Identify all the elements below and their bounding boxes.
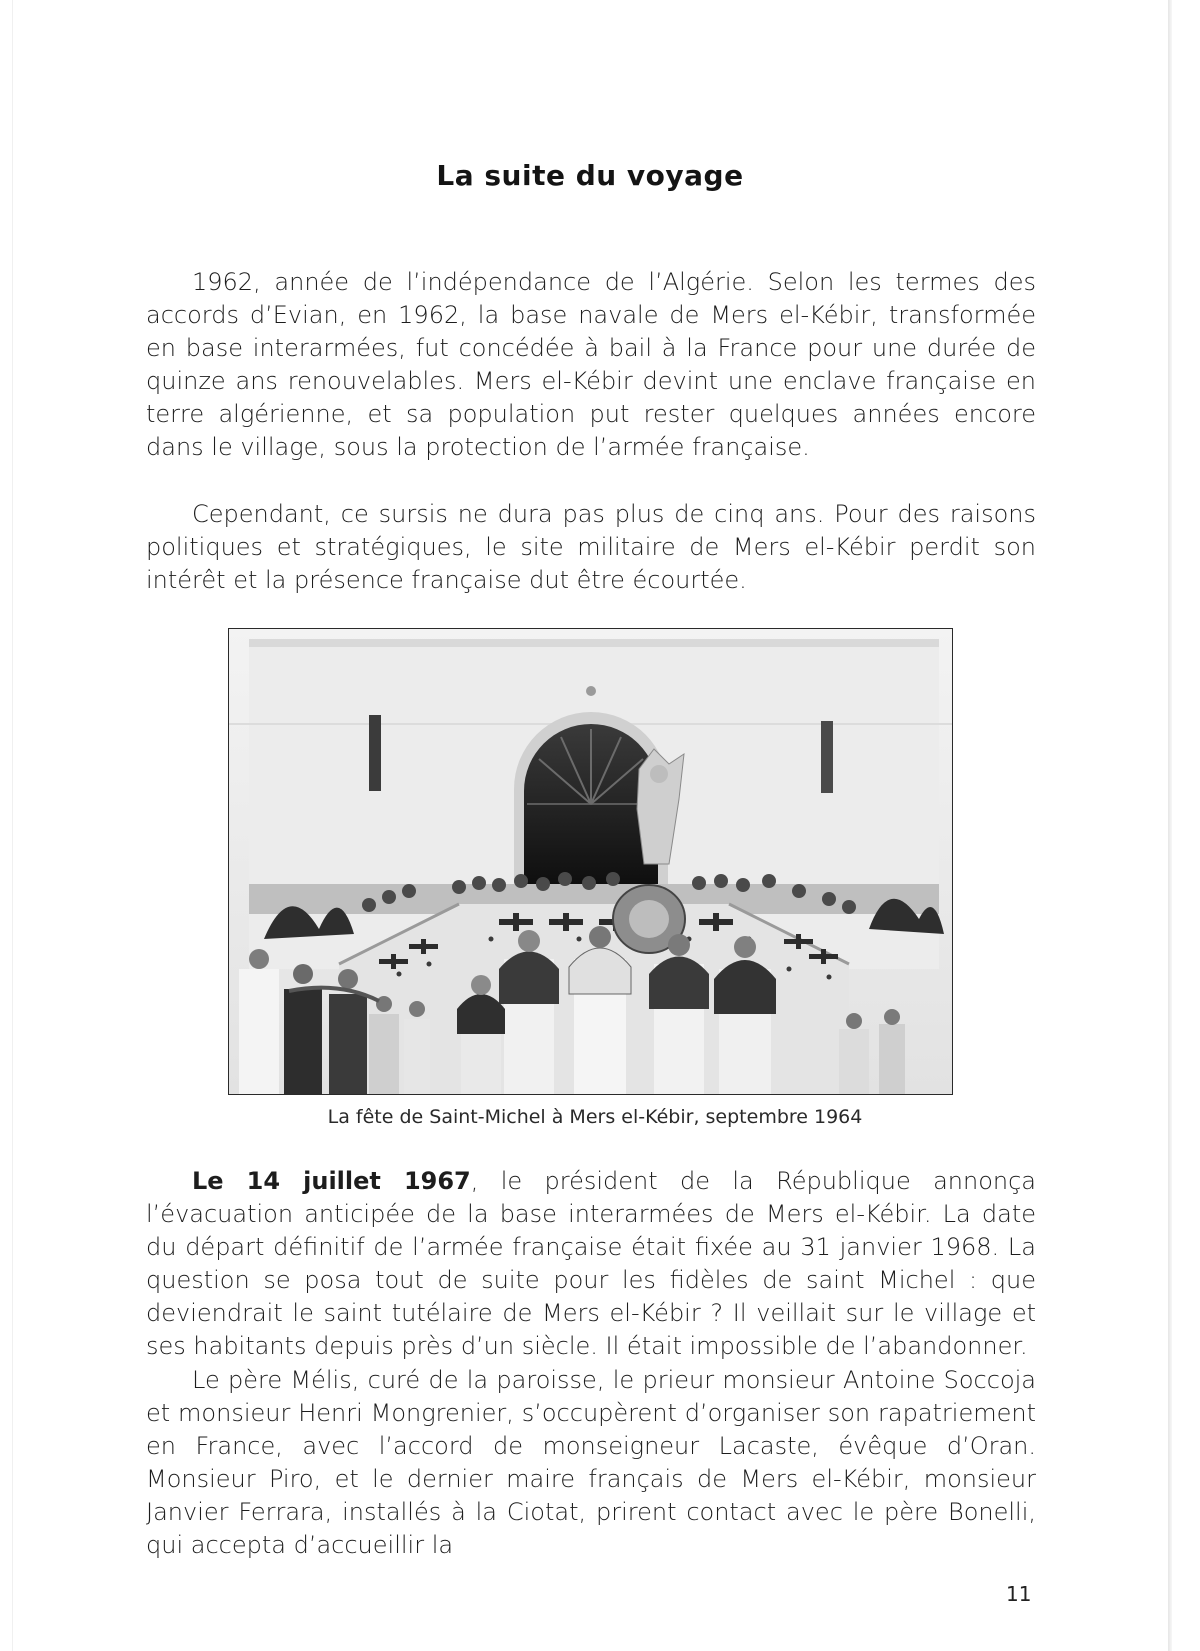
paragraph-3 [146,1165,1036,1363]
paragraph-2-text: Cependant, ce sursis ne dura pas plus de cinq ans. Pour des raisons politiques et stratégiques, le site militaire de Mers el-Kébir perdit son intérêt et la présence française dut être écourtée. [146,500,1036,594]
paragraph-1 [146,266,1036,464]
scan-edge-left [12,0,13,1651]
paragraph-2 [146,498,1036,597]
paragraph-3-date: Le 14 juillet 1967 [192,1167,471,1195]
page-number: 11 [1006,1582,1032,1606]
paragraph-1-text: 1962, année de l’indépendance de l’Algérie. Selon les termes des accords d’Evian, en 1962, la base navale de Mers el-Kébir, transformée en base interarmées, fut concédée à bail à la France pour une durée de quinze ans renouvelables. Mers el-Kébir devint une enclave française en terre algérienne, et sa population put rester quelques années encore dans le village, sous la protection de l’armée française. [146,268,1036,461]
church-photo-illustration [229,629,953,1095]
paragraph-4 [146,1364,1036,1562]
scan-edge-right [1168,0,1172,1651]
figure-caption: La fête de Saint-Michel à Mers el-Kébir, septembre 1964 [327,1106,863,1128]
procession-photo [228,628,953,1095]
paragraph-4-text: Le père Mélis, curé de la paroisse, le prieur monsieur Antoine Soccoja et monsieur Henri Mongrenier, s’occupèrent d’organiser son rapatriement en France, avec l’accord de monseigneur Lacaste, évêque d’Oran. Monsieur Piro, et le dernier maire français de Mers el-Kébir, monsieur Janvier Ferrara, installés à la Ciotat, prirent contact avec le père Bonelli, qui accepta d’accueillir la [146,1366,1036,1559]
page-title: La suite du voyage [436,158,744,192]
paragraph-3-text: , le président de la République annonça l’évacuation anticipée de la base interarmées de Mers el-Kébir. La date du départ définitif de l’armée française était fixée au 31 janvier 1968. La question se posa tout de suite pour les fidèles de saint Michel : que deviendrait le saint tutélaire de Mers el-Kébir ? Il veillait sur le village et ses habitants depuis près d’un siècle. Il était impossible de l’abandonner. [146,1167,1036,1360]
